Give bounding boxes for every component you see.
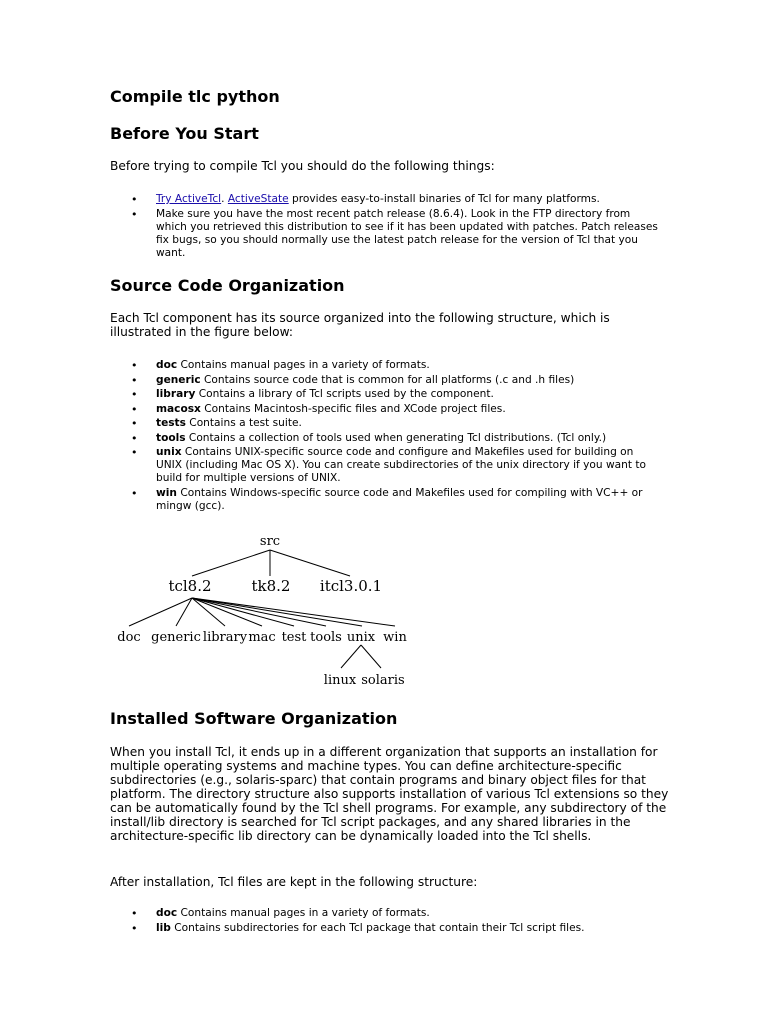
list-item-text: Contains UNIX-specific source code and configure and Makefiles used for building on UNIX (including Mac OS X). You can create subdirectories of the unix directory if you want to build for multiple versions of UNIX.: [156, 446, 647, 484]
tree-node-itcl: itcl3.0.1: [319, 577, 383, 595]
tree-node-doc: doc: [117, 630, 141, 645]
list-item: [110, 907, 660, 920]
term-lib: lib: [156, 921, 171, 934]
list-item: [110, 388, 660, 401]
list-item-text: Contains manual pages in a variety of formats.: [177, 359, 430, 371]
term-library: library: [156, 388, 196, 400]
list-item-text: Contains a collection of tools used when generating Tcl distributions. (Tcl only.): [185, 431, 607, 444]
list-item-text: Contains a test suite.: [185, 417, 302, 429]
heading-source-code-organization: Source Code Organization: [110, 276, 345, 295]
tree-node-test: test: [281, 630, 307, 645]
tree-node-tcl: tcl8.2: [168, 577, 212, 595]
before-intro: Before trying to compile Tcl you should do the following things:: [110, 159, 495, 173]
tree-node-library: library: [202, 630, 248, 645]
directory-tree-figure: [110, 528, 420, 690]
tree-edge: [192, 598, 395, 626]
tree-node-linux: linux: [323, 673, 357, 688]
tree-edge: [192, 550, 270, 576]
try-activetcl-link[interactable]: Try ActiveTcl: [156, 193, 222, 205]
source-intro: Each Tcl component has its source organized into the following structure, which is illustrated in the figure below:: [110, 311, 610, 339]
term-doc: doc: [156, 907, 178, 919]
list-item-text: Contains Macintosh-specific files and XCode project files.: [200, 402, 506, 415]
page-title: Compile tlc python: [110, 87, 280, 106]
term-win: win: [156, 486, 177, 499]
list-item: [110, 208, 660, 260]
tree-edge: [176, 598, 192, 626]
list-item-text: Make sure you have the most recent patch release (8.6.4). Look in the FTP directory from which you retrieved this distribution to see if it has been updated with patches. Patch releases fix bugs, so you should normally use the latest patch release for the version of Tcl that you want.: [156, 207, 658, 259]
list-item-text: Contains a library of Tcl scripts used by the component.: [195, 388, 494, 400]
tree-node-src: src: [259, 534, 281, 549]
tree-edge: [361, 645, 381, 668]
activestate-link[interactable]: ActiveState: [227, 193, 289, 205]
list-item: [110, 432, 660, 445]
heading-before-you-start: Before You Start: [110, 124, 259, 143]
term-macosx: macosx: [156, 402, 201, 415]
list-item-text: Contains subdirectories for each Tcl package that contain their Tcl script files.: [170, 921, 585, 934]
list-item: [110, 922, 660, 935]
separator-text: .: [221, 193, 228, 205]
term-generic: generic: [156, 373, 201, 386]
list-item: [110, 487, 660, 513]
term-tests: tests: [156, 417, 186, 429]
tree-node-solaris: solaris: [361, 673, 405, 688]
list-item: [110, 374, 660, 387]
term-tools: tools: [156, 431, 186, 444]
tree-edge: [192, 598, 262, 626]
before-list: [110, 193, 660, 261]
installed-paragraph: When you install Tcl, it ends up in a different organization that supports an installation for multiple operating systems and machine types. You can define architecture-specific subdirectories (e.g., solaris-sparc) that contain programs and binary object files for that platform. The directory structure also supports installation of various Tcl extensions so they can be automatically found by the Tcl shell programs. For example, any subdirectory of the install/lib directory is searched for Tcl script packages, and any shared libraries in the architecture-specific lib directory can be dynamically loaded into the Tcl shells.: [110, 745, 669, 843]
list-item: [110, 403, 660, 416]
list-item: [110, 417, 660, 430]
tree-node-win: win: [383, 630, 407, 645]
term-doc: doc: [156, 359, 178, 371]
list-item: [110, 359, 660, 372]
tree-edge: [270, 550, 350, 576]
tree-node-unix: unix: [346, 630, 376, 645]
list-item-text: Contains manual pages in a variety of formats.: [177, 907, 430, 919]
list-item: [110, 446, 660, 485]
tree-node-tk: tk8.2: [251, 577, 291, 595]
term-unix: unix: [156, 446, 182, 458]
installed-list: [110, 907, 660, 936]
tree-edge: [341, 645, 361, 668]
tree-node-tools: tools: [310, 630, 342, 645]
tree-node-mac: mac: [248, 630, 276, 645]
list-item-text: Contains source code that is common for all platforms (.c and .h files): [200, 373, 575, 386]
installed-structure-intro: After installation, Tcl files are kept in the following structure:: [110, 875, 478, 889]
tree-edge: [192, 598, 326, 626]
list-item-text: provides easy-to-install binaries of Tcl for many platforms.: [288, 193, 600, 205]
heading-installed-software-organization: Installed Software Organization: [110, 709, 398, 728]
tree-node-generic: generic: [151, 630, 201, 645]
list-item-text: Contains Windows-specific source code and Makefiles used for compiling with VC++ or mingw (gcc).: [156, 486, 643, 512]
source-list: [110, 359, 660, 514]
list-item: [110, 193, 660, 206]
tree-edge: [129, 598, 192, 626]
